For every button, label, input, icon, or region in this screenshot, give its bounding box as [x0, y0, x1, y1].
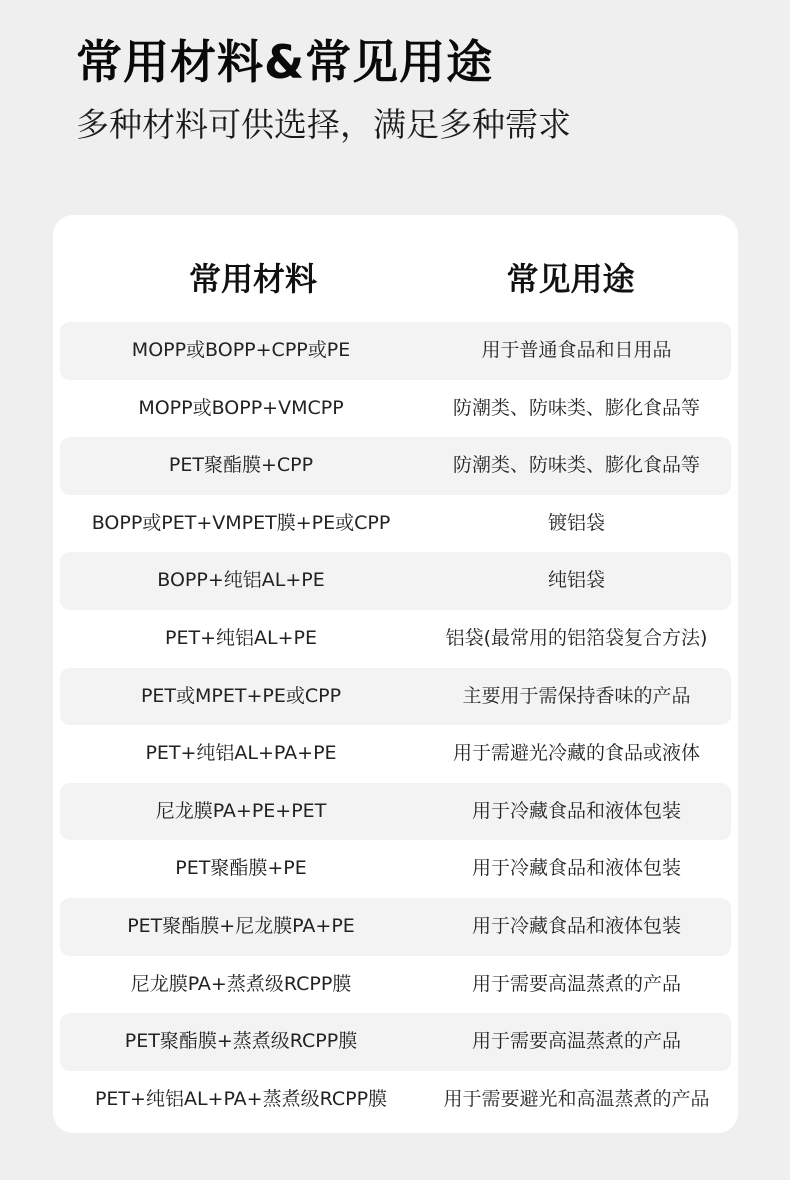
table-row: [60, 437, 731, 495]
usage-cell: 镀铝袋: [547, 511, 605, 534]
usage-cell: 用于冷藏食品和液体包装: [471, 799, 681, 822]
material-cell: PET聚酯膜+PE: [175, 857, 307, 880]
usage-cell: 主要用于需保持香味的产品: [462, 684, 691, 707]
material-cell: PET+纯铝AL+PE: [165, 626, 317, 649]
table-row: [60, 495, 731, 553]
table-row: [60, 956, 731, 1014]
table-row: [60, 668, 731, 726]
material-cell: PET聚酯膜+CPP: [168, 454, 314, 477]
page-subtitle: 多种材料可供选择，满足多种需求: [76, 105, 571, 144]
usage-cell: 用于普通食品和日用品: [481, 339, 672, 361]
material-cell: PET聚酯膜+蒸煮级RCPP膜: [124, 1030, 358, 1053]
material-cell: MOPP或BOPP+VMCPP: [138, 396, 344, 419]
page-title: 常用材料&常见用途: [76, 35, 494, 89]
table-row: [60, 322, 731, 380]
material-cell: PET聚酯膜+尼龙膜PA+PE: [127, 914, 355, 937]
table-body: [60, 322, 731, 1128]
usage-cell: 用于需避光冷藏的食品或液体: [452, 742, 700, 765]
usage-cell: 纯铝袋: [547, 569, 605, 592]
table-row: [60, 725, 731, 783]
usage-cell: 用于冷藏食品和液体包装: [471, 914, 681, 937]
materials-usage-card: [53, 215, 738, 1133]
table-row: [60, 1013, 731, 1071]
usage-cell: 用于冷藏食品和液体包装: [471, 857, 681, 880]
usage-cell: 用于需要避光和高温蒸煮的产品: [443, 1087, 710, 1110]
usage-cell: 铝袋(最常用的铝箔袋复合方法): [445, 626, 708, 649]
material-cell: MOPP或BOPP+CPP或PE: [131, 339, 351, 361]
table-row: [60, 552, 731, 610]
table-header: [53, 245, 738, 313]
material-cell: 尼龙膜PA+PE+PET: [155, 799, 327, 822]
table-row: [60, 898, 731, 956]
table-row: [60, 610, 731, 668]
usage-cell: 用于需要高温蒸煮的产品: [471, 1030, 681, 1053]
usage-cell: 防潮类、防味类、膨化食品等: [452, 396, 700, 419]
material-cell: PET或MPET+PE或CPP: [140, 684, 342, 707]
usage-cell: 用于需要高温蒸煮的产品: [471, 972, 681, 995]
material-cell: BOPP+纯铝AL+PE: [157, 569, 325, 592]
column-header-usage: 常见用途: [506, 260, 635, 298]
material-cell: BOPP或PET+VMPET膜+PE或CPP: [91, 511, 391, 534]
material-cell: PET+纯铝AL+PA+PE: [145, 742, 337, 765]
table-row: [60, 840, 731, 898]
material-cell: 尼龙膜PA+蒸煮级RCPP膜: [130, 972, 352, 995]
material-cell: PET+纯铝AL+PA+蒸煮级RCPP膜: [94, 1087, 388, 1110]
usage-cell: 防潮类、防味类、膨化食品等: [452, 454, 700, 477]
column-header-materials: 常用材料: [188, 260, 317, 298]
table-row: [60, 380, 731, 438]
table-row: [60, 783, 731, 841]
table-row: [60, 1071, 731, 1129]
